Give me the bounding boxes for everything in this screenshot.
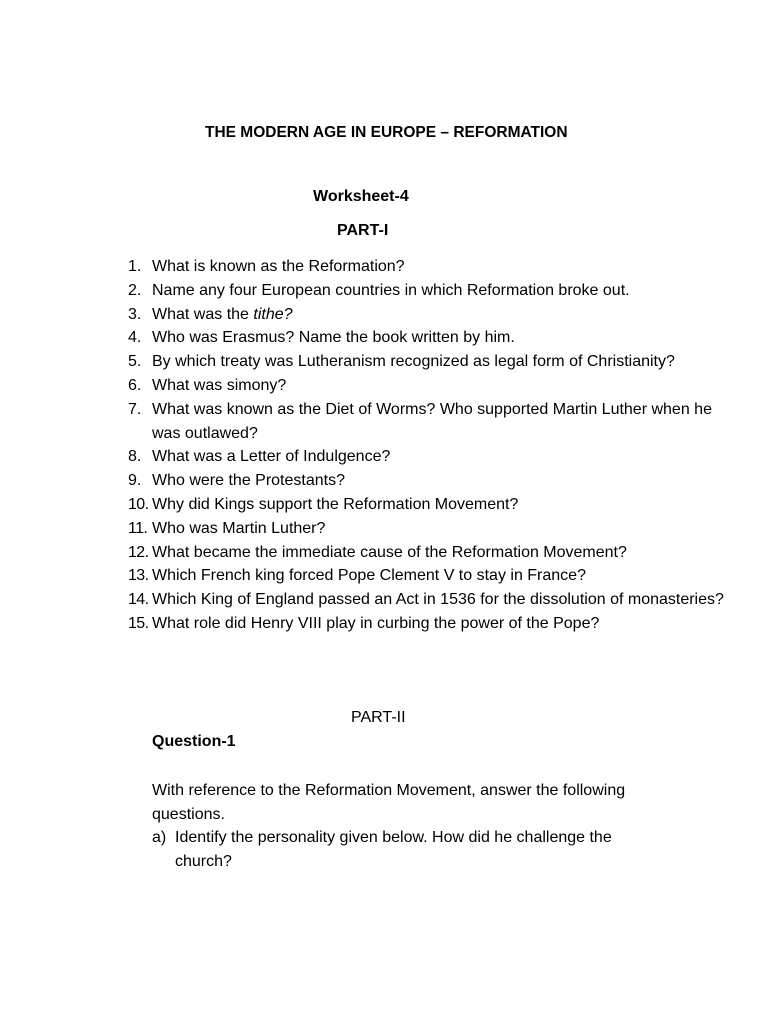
question-item [128,374,728,398]
question-text: Name any four European countries in which Reformation broke out. [152,281,630,299]
question-text: By which treaty was Lutheranism recognized as legal form of Christianity? [152,353,675,371]
question-number: 8. [128,448,142,466]
part-2-heading: PART-II [351,709,406,726]
question-item [128,612,728,636]
question-number: 12. [128,543,149,561]
question-item [128,588,728,612]
question-item [128,279,728,303]
question-1-label: Question-1 [152,733,236,750]
worksheet-label: Worksheet-4 [313,188,409,205]
question-text: Who was Erasmus? Name the book written by him. [152,329,515,347]
question-text: Who was Martin Luther? [152,519,326,537]
question-item [128,303,728,327]
question-text: Which French king forced Pope Clement V to stay in France? [152,567,586,585]
question-item [128,445,728,469]
question-item [128,493,728,517]
question-text: What was simony? [152,376,287,394]
question-number: 9. [128,472,142,490]
subquestion-letter: a) [152,829,167,846]
question-item [128,469,728,493]
question-number: 15. [128,614,149,632]
part-2-intro: With reference to the Reformation Movement, answer the following questions. [152,782,626,823]
question-item [128,564,728,588]
part-1-heading: PART-I [337,222,389,239]
question-number: 7. [128,400,142,418]
question-item [128,517,728,541]
question-item [128,541,728,565]
question-item [128,326,728,350]
question-number: 4. [128,329,142,347]
document-title: THE MODERN AGE IN EUROPE – REFORMATION [205,124,568,141]
question-item [128,350,728,374]
question-text: What is known as the Reformation? [152,258,405,275]
question-number: 3. [128,305,142,323]
question-text: What became the immediate cause of the Reformation Movement? [152,543,627,561]
part-1-question-list [128,255,728,636]
question-number: 1. [128,258,142,275]
subquestion-text: Identify the personality given below. How did he challenge the church? [175,829,612,870]
question-text: Which King of England passed an Act in 1536 for the dissolution of monasteries? [152,591,724,609]
question-number: 6. [128,376,142,394]
question-text: What role did Henry VIII play in curbing the power of the Pope? [152,614,600,632]
question-number: 13. [128,567,149,585]
question-item [128,255,728,279]
question-text: What was known as the Diet of Worms? Who supported Martin Luther when he was outlawed? [152,400,712,442]
question-item [128,398,728,446]
question-text: Why did Kings support the Reformation Movement? [152,495,519,513]
question-text: What was the [152,305,254,323]
question-text: What was a Letter of Indulgence? [152,448,391,466]
question-text: Who were the Protestants? [152,472,345,490]
subquestion-item [152,826,652,874]
question-number: 5. [128,353,142,371]
question-number: 11. [128,519,148,537]
question-number: 14. [128,591,149,609]
question-number: 10. [128,495,149,513]
question-italic-term: tithe? [253,305,293,323]
question-number: 2. [128,281,142,299]
